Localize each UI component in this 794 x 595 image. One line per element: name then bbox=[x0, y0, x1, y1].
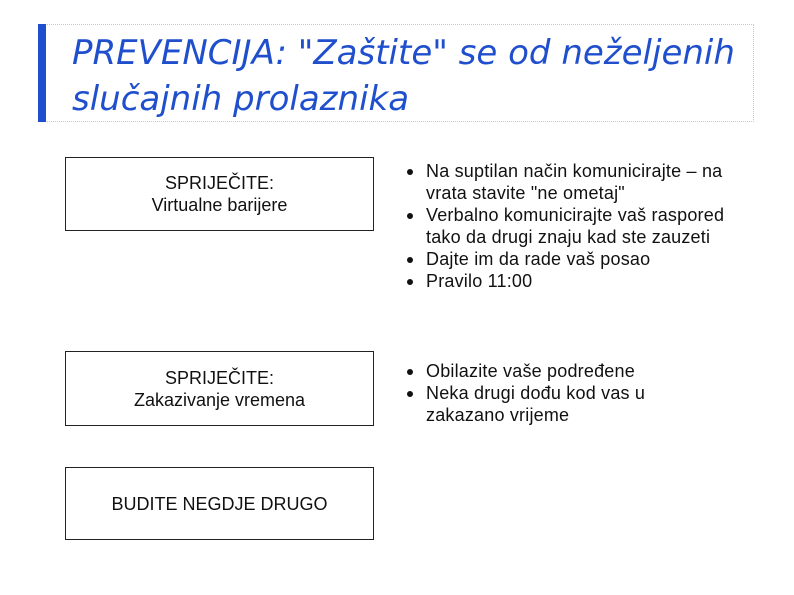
box-virtual-barriers bbox=[65, 157, 374, 231]
box-heading: SPRIJEČITE: bbox=[164, 367, 275, 388]
box-subtitle: Virtualne barijere bbox=[151, 195, 288, 215]
list-item: Neka drugi dođu kod vas u zakazano vrijeme bbox=[404, 382, 704, 426]
bullet-icon bbox=[407, 169, 413, 175]
list-item: Obilazite vaše podređene bbox=[404, 360, 704, 382]
list-item: Dajte im da rade vaš posao bbox=[404, 248, 764, 270]
box-scheduling bbox=[65, 351, 374, 426]
bullet-icon bbox=[407, 369, 413, 375]
list-item: Pravilo 11:00 bbox=[404, 270, 764, 292]
bullet-icon bbox=[407, 279, 413, 285]
slide-title: PREVENCIJA: "Zaštite" se od neželjenih slučajnih prolaznika bbox=[72, 33, 735, 119]
bullet-icon bbox=[407, 213, 413, 219]
list-item: Na suptilan način komunicirajte – na vrata stavite "ne ometaj" bbox=[404, 160, 764, 204]
title-accent-bar bbox=[38, 24, 46, 122]
bullet-icon bbox=[407, 257, 413, 263]
bullet-list-scheduling bbox=[404, 360, 704, 426]
box-subtitle: Zakazivanje vremena bbox=[133, 389, 306, 410]
bullet-icon bbox=[407, 391, 413, 397]
bullet-list-barriers bbox=[404, 160, 764, 292]
box-heading: BUDITE NEGDJE DRUGO bbox=[111, 493, 328, 514]
box-heading: SPRIJEČITE: bbox=[164, 173, 275, 193]
box-be-elsewhere bbox=[65, 467, 374, 540]
list-item: Verbalno komunicirajte vaš raspored tako da drugi znaju kad ste zauzeti bbox=[404, 204, 764, 248]
